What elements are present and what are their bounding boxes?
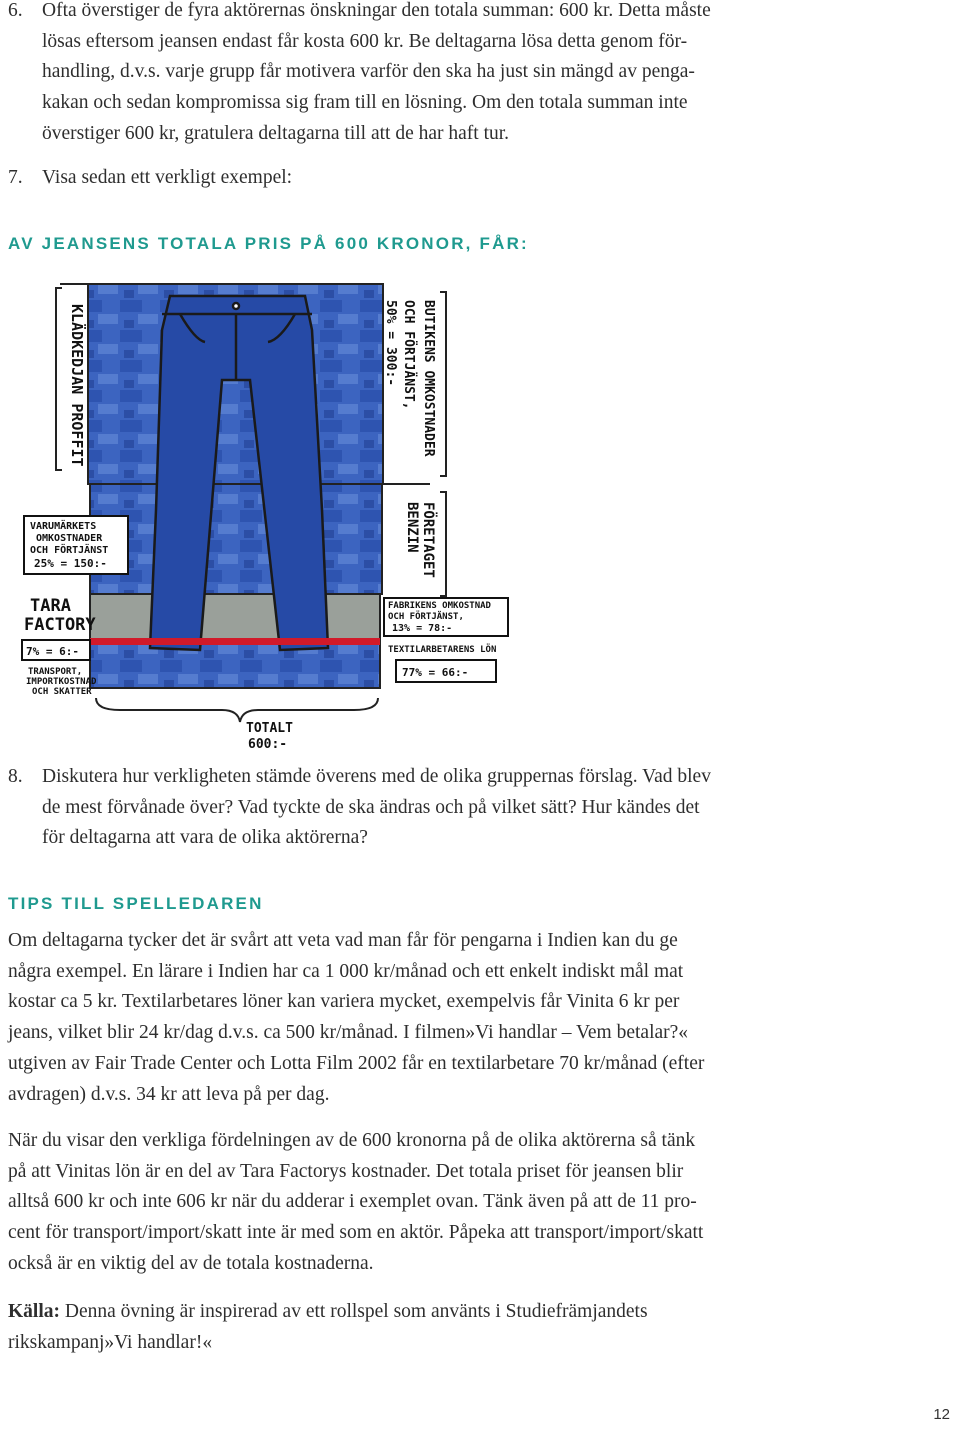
svg-text:600:-: 600:- — [248, 737, 288, 752]
svg-text:FACTORY: FACTORY — [24, 615, 96, 635]
label-transport — [26, 667, 97, 697]
svg-text:FABRIKENS OMKOSTNAD: FABRIKENS OMKOSTNAD — [388, 601, 491, 611]
svg-text:BUTIKENS OMKOSTNADER: BUTIKENS OMKOSTNADER — [421, 300, 436, 457]
label-varumarkets — [24, 516, 128, 574]
svg-text:7% = 6:-: 7% = 6:- — [26, 645, 79, 658]
text-line: rikskampanj»Vi handlar!« — [8, 1331, 213, 1353]
label-butikens — [383, 300, 436, 457]
source-paragraph — [8, 1297, 948, 1358]
list-item-7 — [8, 163, 948, 194]
text-line: några exempel. En lärare i Indien har ca 1 000 kr/månad och ett enkelt indiskt mål mat — [8, 960, 684, 982]
svg-text:VARUMÄRKETS: VARUMÄRKETS — [30, 521, 97, 532]
svg-text:50% = 300:-: 50% = 300:- — [383, 300, 398, 387]
svg-text:OCH FÖRTJÄNST: OCH FÖRTJÄNST — [30, 545, 109, 556]
svg-text:25% = 150:-: 25% = 150:- — [34, 557, 107, 570]
text-line: cent för transport/import/skatt inte är med som en aktör. Påpeka att transport/import/skatt — [8, 1222, 704, 1244]
text-line: När du visar den verkliga fördelningen av de 600 kronorna på de olika aktörerna så tänk — [8, 1130, 696, 1151]
svg-text:OCH FÖRTJÄNST,: OCH FÖRTJÄNST, — [388, 612, 464, 622]
text-line: lösas eftersom jeansen endast får kosta 600 kr. Be deltagarna lösa detta genom för- — [42, 30, 688, 52]
page-number: 12 — [933, 1406, 950, 1423]
label-fabrikens — [384, 598, 508, 636]
svg-text:13% = 78:-: 13% = 78:- — [392, 623, 453, 634]
svg-text:TRANSPORT,: TRANSPORT, — [28, 667, 83, 677]
text-line: för deltagarna att vara de olika aktörerna? — [42, 827, 368, 849]
svg-text:77% = 66:-: 77% = 66:- — [402, 666, 469, 679]
svg-text:BENZIN: BENZIN — [404, 502, 420, 553]
tips-paragraph-2 — [8, 1126, 948, 1280]
red-line — [90, 638, 380, 645]
list-number: 7. — [8, 167, 23, 188]
text-line: kakan och sedan kompromissa sig fram till en lösning. Om den totala summan inte — [42, 92, 688, 114]
svg-text:OCH FÖRTJÄNST,: OCH FÖRTJÄNST, — [401, 300, 416, 410]
text-line: Visa sedan ett verkligt exempel: — [42, 167, 293, 188]
list-item-8 — [8, 762, 948, 854]
text-line: Om deltagarna tycker det är svårt att veta vad man får för pengarna i Indien kan du ge — [8, 930, 678, 951]
svg-text:OCH SKATTER: OCH SKATTER — [32, 687, 92, 697]
text-line: kostar ca 5 kr. Textilarbetares löner kan variera mycket, exempelvis får Vinita 6 kr per — [8, 991, 680, 1013]
label-foretaget — [404, 502, 438, 578]
list-number: 8. — [8, 766, 23, 787]
label-kladkedjan: KLÄDKEDJAN PROFFIT — [68, 304, 86, 467]
label-textil: TEXTILARBETARENS LÖN — [388, 645, 497, 655]
text-line: också är en viktig del av de totala kostnaderna. — [8, 1252, 374, 1274]
text-line: Denna övning är inspirerad av ett rollspel som använts i Studiefrämjandets — [60, 1301, 648, 1322]
text-line: alltså 600 kr och inte 606 kr när du adderar i exemplet ovan. Tänk även på att de 11 pro- — [8, 1191, 697, 1213]
svg-text:FÖRETAGET: FÖRETAGET — [420, 502, 436, 578]
svg-text:IMPORTKOSTNAD: IMPORTKOSTNAD — [26, 677, 97, 687]
label-totalt — [246, 721, 293, 752]
tips-heading: TIPS TILL SPELLEDAREN — [8, 894, 264, 913]
price-heading: AV JEANSENS TOTALA PRIS PÅ 600 KRONOR, FÅR: — [8, 234, 529, 253]
text-line: Diskutera hur verkligheten stämde överens med de olika gruppernas förslag. Vad blev — [42, 766, 711, 787]
text-line: jeans, vilket blir 24 kr/dag d.v.s. ca 500 kr/månad. I filmen»Vi handlar – Vem betalar?« — [8, 1022, 689, 1044]
svg-text:OMKOSTNADER: OMKOSTNADER — [36, 533, 103, 544]
label-tara-factory — [24, 596, 96, 635]
text-line: utgiven av Fair Trade Center och Lotta Film 2002 får en textilarbetare 70 kr/månad (efter — [8, 1052, 705, 1074]
source-label: Källa: — [8, 1301, 60, 1322]
svg-text:TARA: TARA — [30, 596, 71, 616]
text-line: de mest förvånade över? Vad tyckte de ska ändras och på vilket sätt? Hur kändes det — [42, 796, 700, 818]
text-line: handling, d.v.s. varje grupp får motivera varför den ska ha just sin mängd av penga- — [42, 61, 695, 83]
list-number: 6. — [8, 0, 23, 21]
svg-text:TOTALT: TOTALT — [246, 721, 293, 736]
label-seventyseven — [396, 660, 496, 682]
label-seven-percent — [22, 640, 90, 660]
list-item-6 — [8, 0, 948, 150]
text-line: avdragen) d.v.s. 34 kr att leva på per dag. — [8, 1083, 330, 1105]
text-line: överstiger 600 kr, gratulera deltagarna till att de har haft tur. — [42, 122, 510, 144]
tips-paragraph-1 — [8, 926, 948, 1110]
text-line: på att Vinitas lön är en del av Tara Factorys kostnader. Det totala priset för jeansen blir — [8, 1160, 684, 1182]
text-line: Ofta överstiger de fyra aktörernas önskningar den totala summan: 600 kr. Detta måste — [42, 0, 711, 21]
jeans-price-illustration — [0, 270, 560, 760]
